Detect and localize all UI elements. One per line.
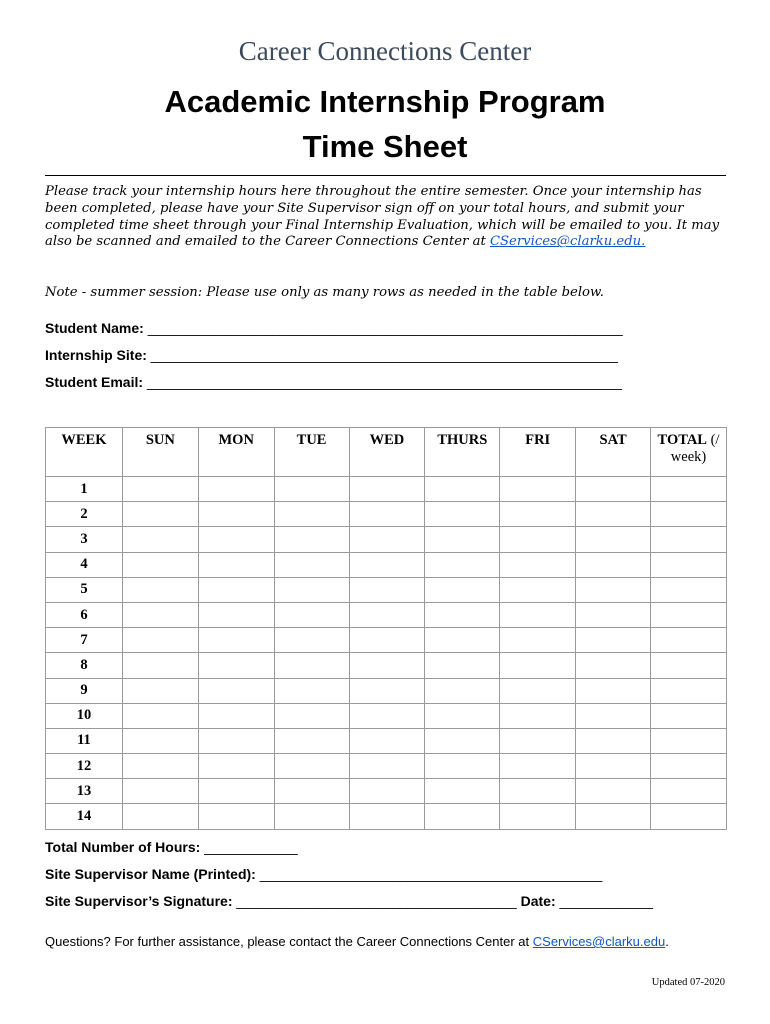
- hours-cell[interactable]: [274, 754, 349, 779]
- hours-cell[interactable]: [425, 653, 500, 678]
- hours-cell[interactable]: [198, 703, 274, 728]
- hours-cell[interactable]: [349, 754, 425, 779]
- week-number: 9: [46, 678, 123, 703]
- timesheet-body: [46, 477, 727, 830]
- timesheet-table: [45, 427, 727, 830]
- table-row: [46, 502, 727, 527]
- hours-cell[interactable]: [349, 502, 425, 527]
- supervisor-name-input[interactable]: ____________________________________________: [259, 866, 603, 882]
- total-hours-input[interactable]: ____________: [204, 839, 298, 855]
- hours-cell[interactable]: [425, 779, 500, 804]
- hours-cell[interactable]: [500, 703, 576, 728]
- hours-cell[interactable]: [651, 678, 727, 703]
- table-row: [46, 754, 727, 779]
- hours-cell[interactable]: [425, 477, 500, 502]
- hours-cell[interactable]: [576, 552, 651, 577]
- hours-cell[interactable]: [349, 728, 425, 753]
- hours-cell[interactable]: [349, 653, 425, 678]
- hours-cell[interactable]: [122, 552, 198, 577]
- hours-cell[interactable]: [122, 477, 198, 502]
- table-row: [46, 628, 727, 653]
- hours-cell[interactable]: [425, 754, 500, 779]
- col-header-total: [651, 428, 727, 477]
- hours-cell[interactable]: [349, 477, 425, 502]
- hours-cell[interactable]: [576, 779, 651, 804]
- hours-cell[interactable]: [651, 728, 727, 753]
- student-email-label: Student Email:: [45, 374, 144, 390]
- hours-cell[interactable]: [500, 804, 576, 829]
- hours-cell[interactable]: [122, 754, 198, 779]
- week-number: 10: [46, 703, 123, 728]
- hours-cell[interactable]: [500, 477, 576, 502]
- date-label: Date:: [520, 893, 556, 909]
- week-number: 5: [46, 577, 123, 602]
- hours-cell[interactable]: [651, 628, 727, 653]
- hours-cell[interactable]: [425, 577, 500, 602]
- hours-cell[interactable]: [122, 527, 198, 552]
- hours-cell[interactable]: [198, 804, 274, 829]
- hours-cell[interactable]: [576, 477, 651, 502]
- hours-cell[interactable]: [198, 477, 274, 502]
- col-header-mon: MON: [198, 428, 274, 477]
- hours-cell[interactable]: [500, 577, 576, 602]
- hours-cell[interactable]: [274, 477, 349, 502]
- hours-cell[interactable]: [198, 527, 274, 552]
- week-number: 8: [46, 653, 123, 678]
- total-header-line2: week): [670, 449, 707, 465]
- student-name-field: [45, 320, 623, 336]
- week-number: 13: [46, 779, 123, 804]
- hours-cell[interactable]: [274, 703, 349, 728]
- hours-cell[interactable]: [122, 653, 198, 678]
- hours-cell[interactable]: [122, 577, 198, 602]
- hours-cell[interactable]: [349, 804, 425, 829]
- hours-cell[interactable]: [576, 678, 651, 703]
- total-header-bold: TOTAL: [657, 432, 707, 448]
- hours-cell[interactable]: [349, 552, 425, 577]
- hours-cell[interactable]: [122, 678, 198, 703]
- hours-cell[interactable]: [122, 804, 198, 829]
- table-row: [46, 477, 727, 502]
- hours-cell[interactable]: [651, 552, 727, 577]
- week-number: 7: [46, 628, 123, 653]
- hours-cell[interactable]: [274, 577, 349, 602]
- hours-cell[interactable]: [500, 602, 576, 627]
- intro-email-link[interactable]: CServices@clarku.edu.: [489, 234, 646, 250]
- internship-site-field: [45, 347, 618, 363]
- hours-cell[interactable]: [500, 527, 576, 552]
- hours-cell[interactable]: [500, 779, 576, 804]
- page-title-line2: Time Sheet: [302, 129, 468, 164]
- hours-cell[interactable]: [274, 602, 349, 627]
- hours-cell[interactable]: [349, 602, 425, 627]
- student-name-label: Student Name:: [45, 320, 144, 336]
- hours-cell[interactable]: [274, 527, 349, 552]
- table-row: [46, 804, 727, 829]
- hours-cell[interactable]: [274, 779, 349, 804]
- hours-cell[interactable]: [576, 754, 651, 779]
- hours-cell[interactable]: [274, 678, 349, 703]
- hours-cell[interactable]: [198, 602, 274, 627]
- hours-cell[interactable]: [500, 628, 576, 653]
- table-row: [46, 552, 727, 577]
- hours-cell[interactable]: [274, 502, 349, 527]
- hours-cell[interactable]: [198, 552, 274, 577]
- student-name-input[interactable]: _____________________________________________________________: [147, 320, 623, 336]
- page-title-line1: Academic Internship Program: [164, 84, 606, 119]
- week-number: 3: [46, 527, 123, 552]
- hours-cell[interactable]: [500, 728, 576, 753]
- hours-cell[interactable]: [651, 477, 727, 502]
- hours-cell[interactable]: [198, 502, 274, 527]
- hours-cell[interactable]: [651, 804, 727, 829]
- footer-email-link[interactable]: CServices@clarku.edu: [532, 934, 666, 949]
- table-row: [46, 779, 727, 804]
- hours-cell[interactable]: [122, 602, 198, 627]
- col-header-week: WEEK: [46, 428, 123, 477]
- col-header-tue: TUE: [274, 428, 349, 477]
- col-header-fri: FRI: [500, 428, 576, 477]
- hours-cell[interactable]: [198, 779, 274, 804]
- hours-cell[interactable]: [122, 502, 198, 527]
- updated-date: Updated 07-2020: [651, 977, 725, 988]
- hours-cell[interactable]: [274, 653, 349, 678]
- table-row: [46, 653, 727, 678]
- week-number: 12: [46, 754, 123, 779]
- hours-cell[interactable]: [198, 653, 274, 678]
- hours-cell[interactable]: [122, 779, 198, 804]
- hours-cell[interactable]: [349, 577, 425, 602]
- hours-cell[interactable]: [500, 754, 576, 779]
- hours-cell[interactable]: [651, 577, 727, 602]
- hours-cell[interactable]: [576, 703, 651, 728]
- hours-cell[interactable]: [425, 602, 500, 627]
- hours-cell[interactable]: [500, 502, 576, 527]
- hours-cell[interactable]: [576, 728, 651, 753]
- hours-cell[interactable]: [198, 678, 274, 703]
- hours-cell[interactable]: [500, 653, 576, 678]
- hours-cell[interactable]: [576, 628, 651, 653]
- hours-cell[interactable]: [425, 502, 500, 527]
- hours-cell[interactable]: [274, 628, 349, 653]
- total-hours-label: Total Number of Hours:: [45, 839, 201, 855]
- footer-end: .: [665, 934, 669, 949]
- hours-cell[interactable]: [651, 653, 727, 678]
- hours-cell[interactable]: [425, 703, 500, 728]
- footer-text: Questions? For further assistance, please contact the Career Connections Center at: [45, 934, 533, 949]
- total-header-rest: (/: [706, 432, 720, 448]
- week-number: 2: [46, 502, 123, 527]
- total-hours-field: [45, 839, 298, 855]
- hours-cell[interactable]: [349, 779, 425, 804]
- internship-site-label: Internship Site:: [45, 347, 147, 363]
- hours-cell[interactable]: [425, 678, 500, 703]
- hours-cell[interactable]: [500, 552, 576, 577]
- intro-text: Please track your internship hours here throughout the entire semester. Once your internship has been completed, please have your Site Supervisor sign off on your total hours, and submit your completed time sheet through your Final Internship Evaluation, which will be emailed to you. It may also be scanned and emailed to the Career Connections Center at: [45, 184, 720, 250]
- footer-help: [45, 934, 669, 949]
- table-header-row: [46, 428, 727, 477]
- hours-cell[interactable]: [651, 602, 727, 627]
- supervisor-signature-input[interactable]: ____________________________________: [236, 893, 517, 909]
- week-number: 14: [46, 804, 123, 829]
- hours-cell[interactable]: [274, 728, 349, 753]
- hours-cell[interactable]: [274, 552, 349, 577]
- hours-cell[interactable]: [425, 728, 500, 753]
- week-number: 1: [46, 477, 123, 502]
- col-header-thurs: THURS: [425, 428, 500, 477]
- hours-cell[interactable]: [425, 804, 500, 829]
- hours-cell[interactable]: [349, 527, 425, 552]
- hours-cell[interactable]: [349, 703, 425, 728]
- hours-cell[interactable]: [122, 728, 198, 753]
- hours-cell[interactable]: [349, 628, 425, 653]
- table-row: [46, 678, 727, 703]
- col-header-sat: SAT: [576, 428, 651, 477]
- hours-cell[interactable]: [576, 653, 651, 678]
- table-row: [46, 728, 727, 753]
- table-row: [46, 602, 727, 627]
- hours-cell[interactable]: [576, 502, 651, 527]
- supervisor-signature-label: Site Supervisor’s Signature:: [45, 893, 233, 909]
- week-number: 11: [46, 728, 123, 753]
- table-row: [46, 577, 727, 602]
- hours-cell[interactable]: [122, 628, 198, 653]
- hours-cell[interactable]: [651, 754, 727, 779]
- intro-paragraph: [45, 184, 725, 251]
- hours-cell[interactable]: [425, 552, 500, 577]
- col-header-wed: WED: [349, 428, 425, 477]
- hours-cell[interactable]: [198, 577, 274, 602]
- student-email-field: [45, 374, 622, 390]
- hours-cell[interactable]: [198, 628, 274, 653]
- supervisor-name-field: [45, 866, 602, 882]
- hours-cell[interactable]: [576, 577, 651, 602]
- hours-cell[interactable]: [274, 804, 349, 829]
- hours-cell[interactable]: [576, 804, 651, 829]
- hours-cell[interactable]: [198, 754, 274, 779]
- hours-cell[interactable]: [500, 678, 576, 703]
- hours-cell[interactable]: [425, 527, 500, 552]
- hours-cell[interactable]: [198, 728, 274, 753]
- hours-cell[interactable]: [576, 602, 651, 627]
- date-input[interactable]: ____________: [559, 893, 653, 909]
- student-email-input[interactable]: _____________________________________________________________: [146, 374, 622, 390]
- supervisor-name-label: Site Supervisor Name (Printed):: [45, 866, 256, 882]
- hours-cell[interactable]: [349, 678, 425, 703]
- col-header-sun: SUN: [122, 428, 198, 477]
- table-row: [46, 527, 727, 552]
- table-row: [46, 703, 727, 728]
- supervisor-signature-field: [45, 893, 653, 909]
- hours-cell[interactable]: [122, 703, 198, 728]
- hours-cell[interactable]: [651, 703, 727, 728]
- hours-cell[interactable]: [651, 527, 727, 552]
- week-number: 4: [46, 552, 123, 577]
- week-number: 6: [46, 602, 123, 627]
- hours-cell[interactable]: [576, 527, 651, 552]
- hours-cell[interactable]: [651, 502, 727, 527]
- hours-cell[interactable]: [425, 628, 500, 653]
- title-divider: [45, 175, 726, 176]
- summer-note: Note - summer session: Please use only as many rows as needed in the table below.: [45, 285, 604, 300]
- internship-site-input[interactable]: ____________________________________________________________: [150, 347, 618, 363]
- hours-cell[interactable]: [651, 779, 727, 804]
- org-name: Career Connections Center: [238, 36, 532, 66]
